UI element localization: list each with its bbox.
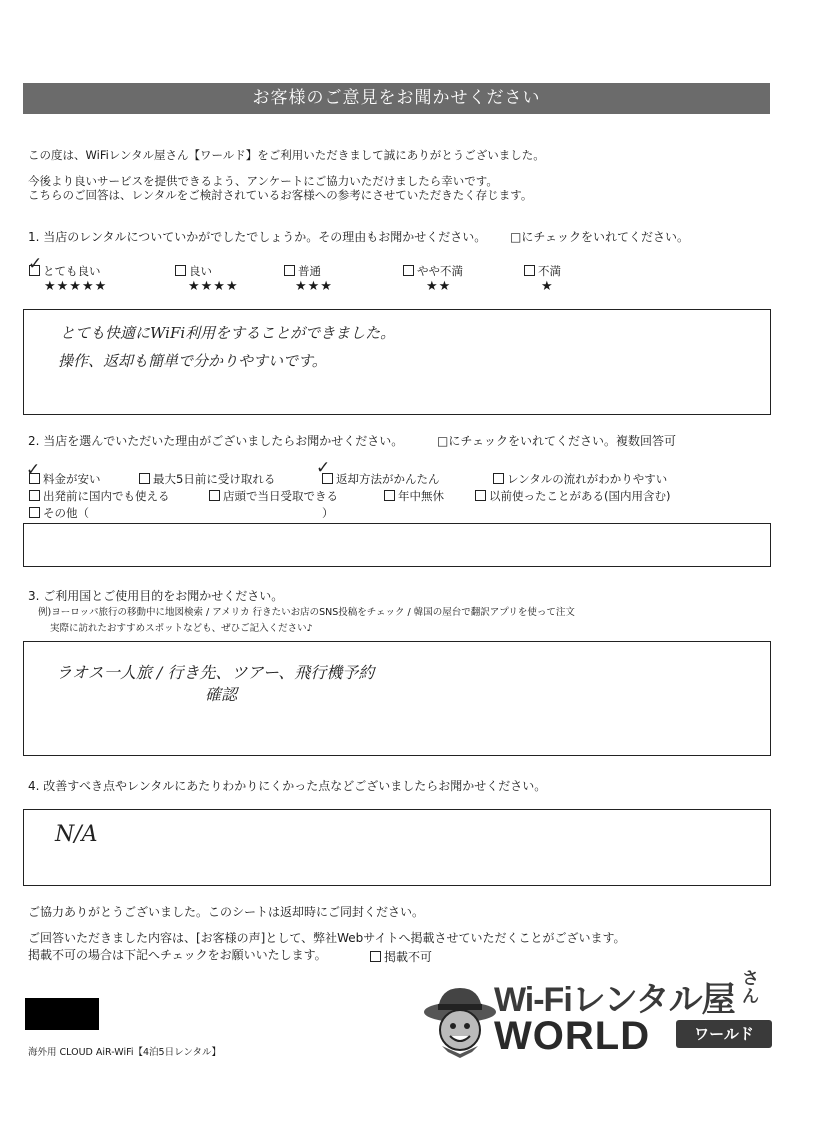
q1-answer-line-2: 操作、返却も簡単で分かりやすいです。 — [58, 352, 327, 370]
q2-option-pickup-5days[interactable]: 最大5日前に受け取れる — [139, 471, 275, 487]
logo-text-line-1: Wi-Fiレンタル屋 — [494, 981, 735, 1019]
logo — [420, 970, 780, 1065]
q2-option-used-before[interactable]: 以前使ったことがある(国内用含む) — [475, 488, 670, 504]
checkbox[interactable] — [370, 951, 381, 962]
q1-option-dissatisfied[interactable]: 不満 — [524, 263, 561, 279]
q3-answer-box[interactable] — [23, 641, 771, 756]
checkbox[interactable] — [403, 265, 414, 276]
checkbox[interactable] — [175, 265, 186, 276]
logo-badge: ワールド — [676, 1020, 772, 1048]
rating-stars-4: ★★★★ — [188, 279, 239, 294]
checkbox[interactable] — [209, 490, 220, 501]
footer-thanks: ご協力ありがとうございました。このシートは返却時にご同封ください。 — [28, 905, 425, 919]
checkbox[interactable] — [29, 507, 40, 518]
q3-question: 3. ご利用国とご使用目的をお聞かせください。 — [28, 589, 284, 603]
intro-line-1: この度は、WiFiレンタル屋さん【ワールド】をご利用いただきまして誠にありがとうございました。 — [28, 148, 545, 162]
page-title: お客様のご意見をお聞かせください — [23, 83, 770, 114]
checkbox[interactable] — [475, 490, 486, 501]
checkbox[interactable] — [524, 265, 535, 276]
check-mark-icon: ✓ — [26, 460, 41, 480]
q2-option-same-day[interactable]: 店頭で当日受取できる — [209, 488, 338, 504]
q1-instruction: □にチェックをいれてください。 — [510, 230, 689, 244]
q2-option-price[interactable]: 料金が安い — [29, 471, 101, 487]
q2-answer-box[interactable] — [23, 523, 771, 567]
q3-example-1: 例)ヨーロッパ旅行の移動中に地図検索 / アメリカ 行きたいお店のSNS投稿をチェック / 韓国の屋台で翻訳アプリを使って注文 — [38, 607, 575, 618]
rating-stars-3: ★★★ — [295, 279, 333, 294]
intro-line-2: 今後より良いサービスを提供できるよう、アンケートにご協力いただけましたら幸いです。 — [28, 174, 498, 188]
no-publish-checkbox[interactable]: 掲載不可 — [370, 948, 432, 965]
checkbox[interactable] — [493, 473, 504, 484]
q1-question: 1. 当店のレンタルについていかがでしたでしょうか。その理由もお聞かせください。 — [28, 230, 487, 244]
q2-instruction: □にチェックをいれてください。複数回答可 — [437, 434, 676, 448]
q1-answer-line-1: とても快適にWiFi利用をすることができました。 — [60, 324, 396, 342]
q4-answer: N/A — [55, 822, 98, 847]
q2-option-easy-return[interactable]: 返却方法がかんたん — [322, 471, 440, 487]
q3-example-2: 実際に訪れたおすすめスポットなども、ぜひご記入ください♪ — [50, 623, 313, 634]
checkbox[interactable] — [284, 265, 295, 276]
q2-option-domestic-use[interactable]: 出発前に国内でも使える — [29, 488, 170, 504]
rating-stars-5: ★★★★★ — [44, 279, 108, 294]
q2-option-clear-flow[interactable]: レンタルの流れがわかりやすい — [493, 471, 667, 487]
checkbox[interactable] — [29, 490, 40, 501]
footer-no-publish: 掲載不可の場合は下記へチェックをお願いいたします。 — [28, 948, 327, 962]
q4-answer-box[interactable] — [23, 809, 771, 886]
check-mark-icon: ✓ — [316, 458, 331, 478]
q2-other-close-paren: ） — [322, 506, 334, 520]
checkbox[interactable] — [384, 490, 395, 501]
q4-question: 4. 改善すべき点やレンタルにあたりわかりにくかった点などございましたらお聞かせください。 — [28, 779, 547, 793]
footer-publish-note: ご回答いただきました内容は、[お客様の声]として、弊社Webサイトへ掲載させていただくことがございます。 — [28, 931, 626, 945]
logo-text-san: さん — [742, 969, 759, 1006]
q3-answer-line-1: ラオス一人旅 / 行き先、ツアー、飛行機予約 — [56, 663, 375, 682]
redacted-block — [25, 998, 99, 1030]
rating-stars-1: ★ — [541, 279, 554, 294]
mascot-icon — [420, 978, 500, 1058]
check-mark-icon: ✓ — [28, 254, 43, 274]
q1-option-somewhat-dissatisfied[interactable]: やや不満 — [403, 263, 463, 279]
q3-answer-line-2: 確認 — [205, 685, 238, 704]
q1-option-good[interactable]: 良い — [175, 263, 212, 279]
q1-option-very-good[interactable]: とても良い — [29, 263, 101, 279]
q2-option-other[interactable]: その他（ — [29, 505, 89, 521]
rating-stars-2: ★★ — [426, 279, 452, 294]
product-name: 海外用 CLOUD AiR-WiFi【4泊5日レンタル】 — [28, 1047, 221, 1058]
q1-option-average[interactable]: 普通 — [284, 263, 321, 279]
q2-question: 2. 当店を選んでいただいた理由がございましたらお聞かせください。 — [28, 434, 404, 448]
intro-line-3: こちらのご回答は、レンタルをご検討されているお客様への参考にさせていただきたく存じます。 — [28, 188, 533, 202]
q2-option-open-all-year[interactable]: 年中無休 — [384, 488, 444, 504]
checkbox[interactable] — [139, 473, 150, 484]
logo-text-world: WORLD — [494, 1014, 651, 1058]
